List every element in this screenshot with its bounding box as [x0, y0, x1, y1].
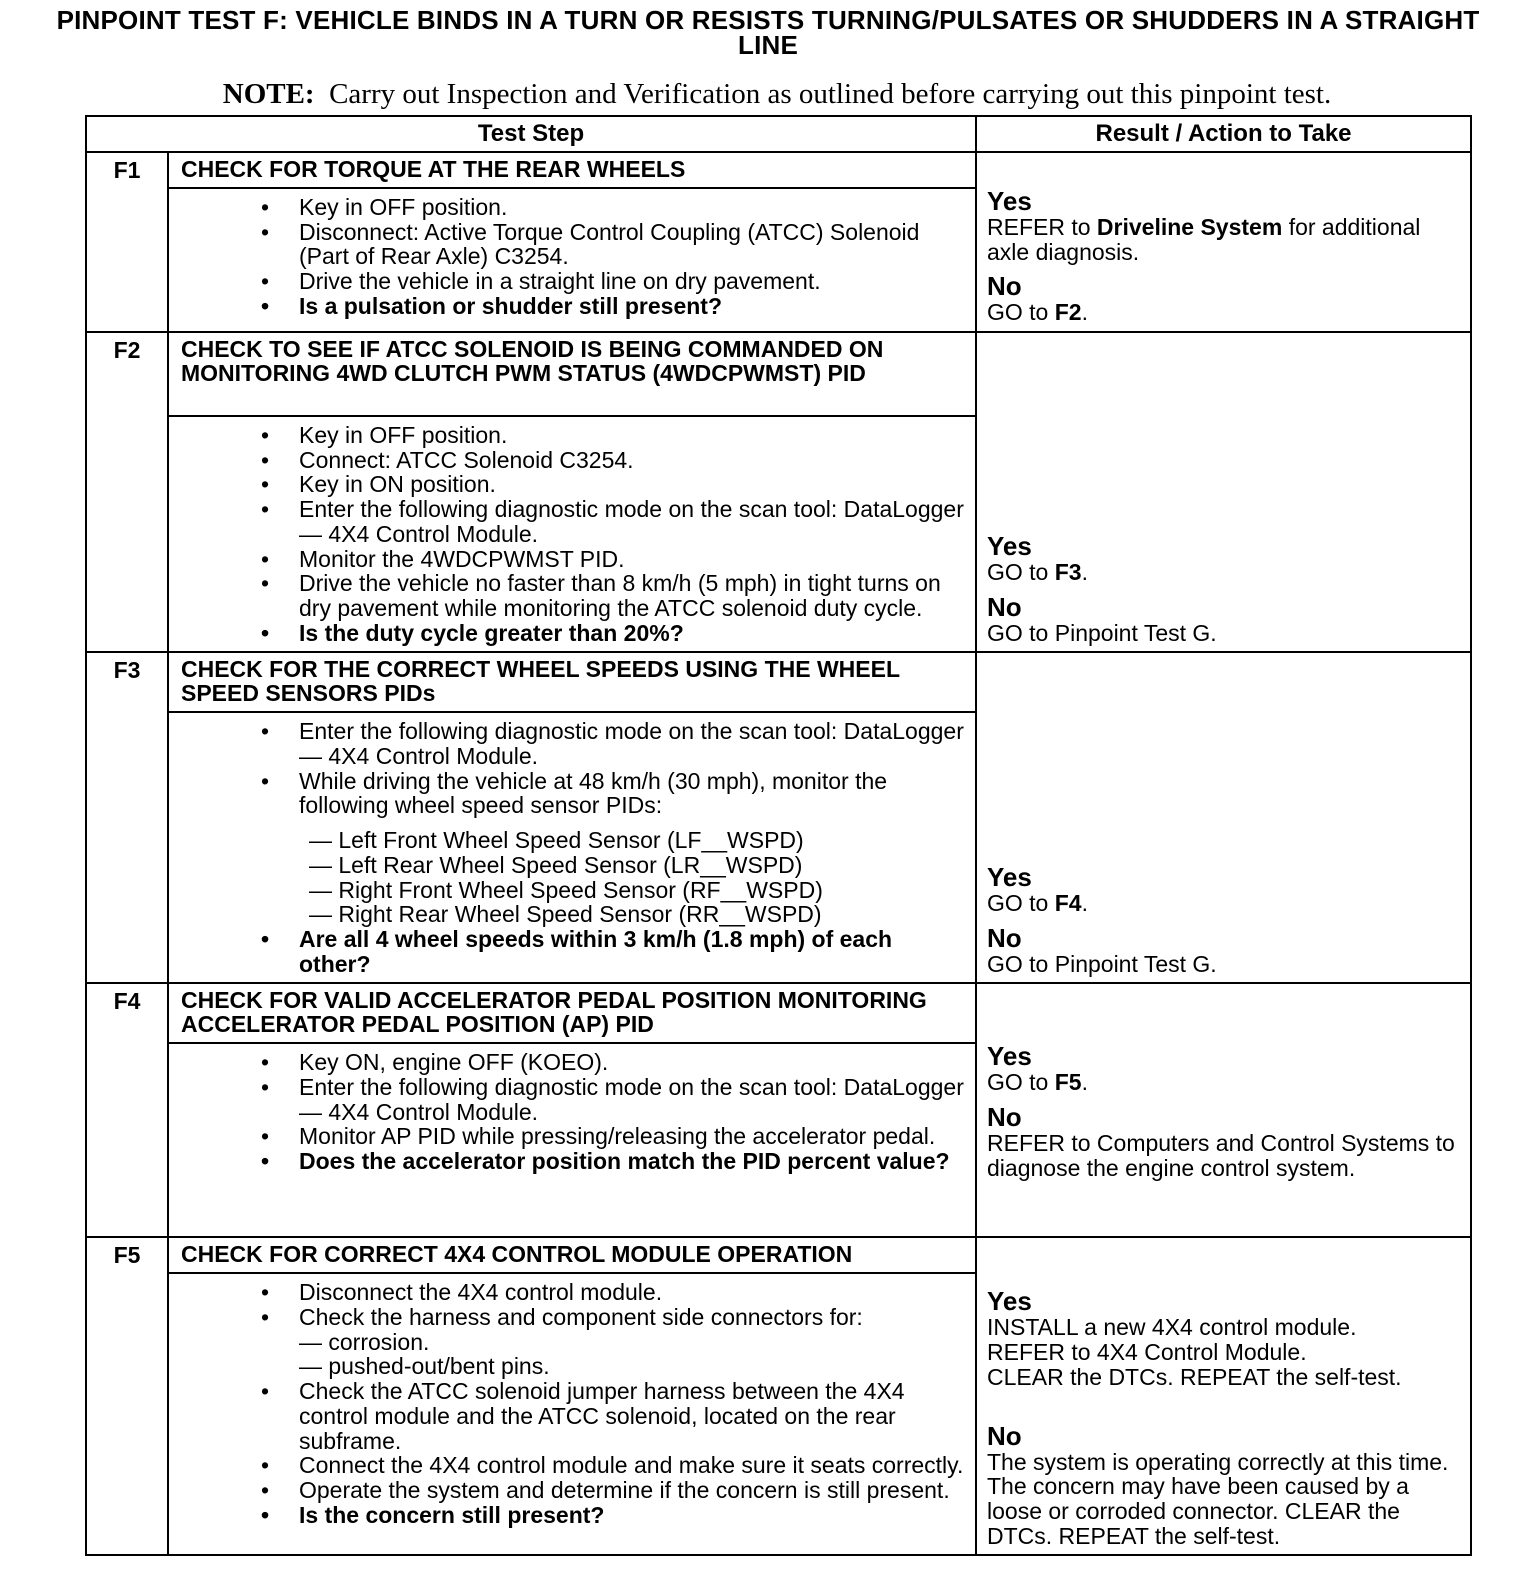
list-item: • Operate the system and determine if the concern is still present.: [169, 1478, 965, 1503]
yes-action: GO to F4.: [987, 889, 1088, 916]
step-id: F3: [86, 652, 168, 712]
list-item: • Enter the following diagnostic mode on the scan tool: DataLogger — 4X4 Control Module.: [169, 497, 965, 546]
page-title: PINPOINT TEST F: VEHICLE BINDS IN A TURN OR RESISTS TURNING/PULSATES OR SHUDDERS IN A STRAIGHT LINE: [56, 5, 1480, 60]
connector-check-item: — pushed-out/bent pins.: [299, 1353, 550, 1380]
list-item: • Key in ON position.: [169, 472, 965, 497]
no-action: GO to Pinpoint Test G.: [987, 619, 1217, 646]
step-id-spacer: [86, 1273, 168, 1555]
step-heading: CHECK TO SEE IF ATCC SOLENOID IS BEING COMMANDED ON MONITORING 4WD CLUTCH PWM STATUS (4WDCPWMST) PID: [168, 332, 976, 416]
step-question: • Are all 4 wheel speeds within 3 km/h (1.8 mph) of each other?: [169, 927, 965, 976]
list-item: • Enter the following diagnostic mode on the scan tool: DataLogger — 4X4 Control Module.: [169, 719, 965, 768]
list-item: • Monitor AP PID while pressing/releasing the accelerator pedal.: [169, 1124, 965, 1149]
sensor-pid-item: — Right Rear Wheel Speed Sensor (RR__WSPD): [309, 901, 822, 928]
step-body: [168, 416, 976, 652]
yes-action-line: INSTALL a new 4X4 control module.: [987, 1314, 1357, 1341]
step-question: • Is the duty cycle greater than 20%?: [169, 621, 965, 646]
list-item: • Check the harness and component side connectors for:: [169, 1305, 965, 1330]
no-label: No: [987, 922, 1022, 953]
step-id-spacer: [86, 188, 168, 332]
step-id-spacer: [86, 416, 168, 652]
yes-label: Yes: [987, 1041, 1032, 1072]
step-result: [976, 652, 1471, 983]
connector-check-item: — corrosion.: [299, 1328, 430, 1355]
step-heading: CHECK FOR TORQUE AT THE REAR WHEELS: [168, 152, 976, 188]
yes-action: REFER to Driveline System for additional axle diagnosis.: [987, 213, 1421, 265]
yes-action-line: CLEAR the DTCs. REPEAT the self-test.: [987, 1363, 1402, 1390]
yes-label: Yes: [987, 1286, 1032, 1317]
list-item: • Connect: ATCC Solenoid C3254.: [169, 448, 965, 473]
header-result-action: Result / Action to Take: [976, 116, 1471, 152]
list-item: • Disconnect: Active Torque Control Coupling (ATCC) Solenoid (Part of Rear Axle) C3254.: [169, 220, 965, 269]
list-item: • Connect the 4X4 control module and make sure it seats correctly.: [169, 1453, 965, 1478]
list-item: • Drive the vehicle in a straight line on dry pavement.: [169, 269, 965, 294]
step-body: [168, 188, 976, 332]
step-result: [976, 152, 1471, 332]
yes-label: Yes: [987, 861, 1032, 892]
no-action: GO to Pinpoint Test G.: [987, 950, 1217, 977]
step-heading: CHECK FOR VALID ACCELERATOR PEDAL POSITION MONITORING ACCELERATOR PEDAL POSITION (AP) PID: [168, 983, 976, 1043]
sensor-pid-item: — Left Front Wheel Speed Sensor (LF__WSPD): [309, 827, 804, 854]
header-test-step: Test Step: [86, 116, 976, 152]
step-id: F1: [86, 152, 168, 188]
list-item: • Enter the following diagnostic mode on the scan tool: DataLogger — 4X4 Control Module.: [169, 1075, 965, 1124]
yes-action-line: REFER to 4X4 Control Module.: [987, 1339, 1307, 1366]
sensor-pid-item: — Left Rear Wheel Speed Sensor (LR__WSPD): [309, 851, 803, 878]
step-body: [168, 712, 976, 983]
list-item: • Disconnect the 4X4 control module.: [169, 1280, 965, 1305]
step-result: [976, 1237, 1471, 1555]
list-item: • Monitor the 4WDCPWMST PID.: [169, 547, 965, 572]
step-result: [976, 983, 1471, 1237]
yes-label: Yes: [987, 185, 1032, 216]
note: [84, 78, 1470, 110]
no-action: GO to F2.: [987, 299, 1088, 326]
list-item: • Key ON, engine OFF (KOEO).: [169, 1050, 965, 1075]
sensor-pid-item: — Right Front Wheel Speed Sensor (RF__WSPD): [309, 876, 823, 903]
step-heading: CHECK FOR CORRECT 4X4 CONTROL MODULE OPERATION: [168, 1237, 976, 1273]
step-question: • Is the concern still present?: [169, 1503, 965, 1528]
yes-label: Yes: [987, 530, 1032, 561]
step-question: • Does the accelerator position match the PID percent value?: [169, 1149, 965, 1174]
step-heading: CHECK FOR THE CORRECT WHEEL SPEEDS USING THE WHEEL SPEED SENSORS PIDs: [168, 652, 976, 712]
no-action: REFER to Computers and Control Systems to diagnose the engine control system.: [987, 1130, 1455, 1181]
step-id: F5: [86, 1237, 168, 1273]
step-body: [168, 1273, 976, 1555]
list-item: • Drive the vehicle no faster than 8 km/h (5 mph) in tight turns on dry pavement while monitoring the ATCC solenoid duty cycle.: [169, 571, 965, 620]
no-label: No: [987, 271, 1022, 302]
no-action: The system is operating correctly at this time. The concern may have been caused by a loose or corroded connector. CLEAR the DTCs. REPEAT the self-test.: [987, 1448, 1449, 1549]
no-label: No: [987, 591, 1022, 622]
list-item: • Check the ATCC solenoid jumper harness between the 4X4 control module and the ATCC solenoid, located on the rear subframe.: [169, 1379, 965, 1453]
list-item: • Key in OFF position.: [169, 195, 965, 220]
list-item: • While driving the vehicle at 48 km/h (30 mph), monitor the following wheel speed sensor PIDs:: [169, 769, 965, 818]
step-id: F2: [86, 332, 168, 416]
no-label: No: [987, 1420, 1022, 1451]
step-result: [976, 332, 1471, 652]
step-body: [168, 1043, 976, 1237]
yes-action: GO to F3.: [987, 558, 1088, 585]
step-id-spacer: [86, 712, 168, 983]
list-item: • Key in OFF position.: [169, 423, 965, 448]
step-question: • Is a pulsation or shudder still present?: [169, 294, 965, 319]
note-text: Carry out Inspection and Verification as outlined before carrying out this pinpoint test.: [329, 78, 1332, 110]
step-id: F4: [86, 983, 168, 1043]
pinpoint-test-table: [85, 115, 1472, 1556]
yes-action: GO to F5.: [987, 1069, 1088, 1096]
step-id-spacer: [86, 1043, 168, 1237]
note-label: NOTE:: [222, 78, 315, 110]
no-label: No: [987, 1102, 1022, 1133]
